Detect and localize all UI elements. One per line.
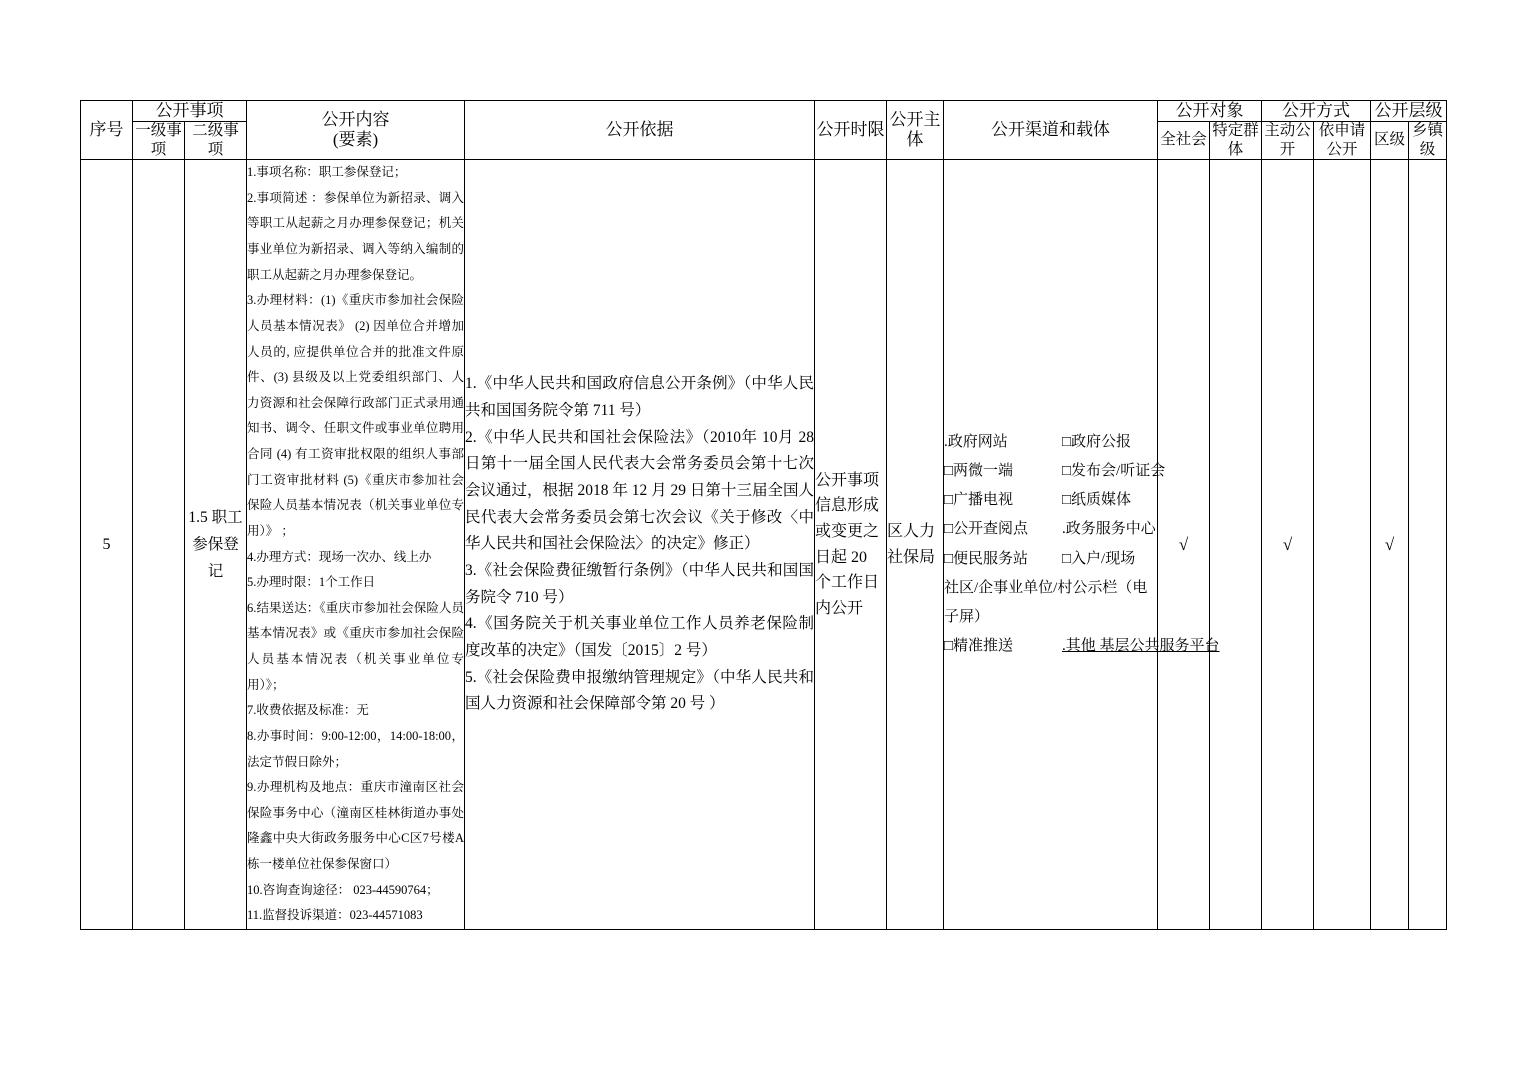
header-object-specific: 特定群体 — [1210, 122, 1262, 160]
channel-row — [944, 457, 1166, 486]
cell-level-district: √ — [1371, 160, 1409, 930]
channel-row — [944, 428, 1157, 457]
channel-row — [944, 486, 1157, 515]
cell-object-specific — [1210, 160, 1262, 930]
cell-method-request — [1314, 160, 1371, 930]
content-line: 11.监督投诉渠道：023-44571083 — [247, 908, 423, 923]
header-level1: 一级事项 — [133, 122, 185, 160]
header-method-group: 公开方式 — [1262, 101, 1371, 122]
content-line: 4.办理方式：现场一次办、线上办 — [247, 549, 432, 564]
cell-seq: 5 — [81, 160, 133, 930]
header-object-group: 公开对象 — [1158, 101, 1262, 122]
channel-option: □公开查阅点 — [944, 521, 1029, 538]
content-line: 5.办理时限：1个工作日 — [247, 575, 376, 590]
cell-level-town — [1409, 160, 1447, 930]
channel-option: □入户/现场 — [1062, 550, 1136, 567]
channel-option: □精准推送 — [944, 638, 1014, 655]
header-subject: 公开主体 — [887, 101, 944, 160]
header-method-request: 依申请公开 — [1314, 122, 1371, 160]
cell-channel — [944, 160, 1220, 930]
channel-row — [944, 515, 1157, 544]
channel-option: 社区/企事业单位/村公示栏（电子屏） — [944, 579, 1148, 626]
header-seq: 序号 — [81, 101, 133, 160]
channel-row — [944, 574, 1157, 633]
header-method-active: 主动公开 — [1262, 122, 1314, 160]
header-open-item-group: 公开事项 — [133, 101, 247, 122]
channel-option: □广播电视 — [944, 492, 1014, 509]
channel-row — [944, 545, 1157, 574]
header-content-main: 公开内容 — [321, 110, 390, 130]
cell-level2: 1.5 职工参保登记 — [185, 160, 247, 930]
basis-line: 2.《中华人民共和国社会保险法》（2010年 10月 28 日第十一届全国人民代表大会常务委员会第十七次会议通过，根据 2018 年 12 月 29 日第十三届全国人民代表大会常务委员会第七次会议《关于修改〈中华人民共和国社会保险法〉的决定》修正） — [465, 428, 814, 553]
header-level-town: 乡镇级 — [1409, 122, 1447, 160]
channel-option: □纸质媒体 — [1062, 492, 1132, 509]
cell-level1 — [133, 160, 185, 930]
cell-content — [247, 160, 465, 930]
content-line: 9.办理机构及地点：重庆市潼南区社会保险事务中心（潼南区桂林街道办事处隆鑫中央大街政务服务中心C区7号楼A栋一楼单位社保参保窗口） — [247, 780, 464, 872]
header-level-group: 公开层级 — [1371, 101, 1447, 122]
content-line: 7.收费依据及标准：无 — [247, 703, 369, 718]
cell-basis — [465, 160, 815, 930]
channel-option: .政府网站 — [944, 433, 1008, 450]
document-page — [80, 100, 1443, 930]
table-row — [81, 160, 1447, 930]
header-deadline: 公开时限 — [815, 101, 887, 160]
content-line: 10.咨询查询途径： 023-44590764； — [247, 882, 439, 897]
basis-line: 1.《中华人民共和国政府信息公开条例》（中华人民共和国国务院令第 711 号） — [465, 375, 814, 419]
channel-option: .政务服务中心 — [1062, 521, 1156, 538]
cell-subject: 区人力社保局 — [887, 160, 944, 930]
channel-option-other: .其他 基层公共服务平台 — [1062, 638, 1220, 655]
header-channel: 公开渠道和载体 — [944, 101, 1158, 160]
table-header-row-1 — [81, 101, 1447, 122]
basis-line: 5.《社会保险费申报缴纳管理规定》（中华人民共和国人力资源和社会保障部令第 20 号 ） — [465, 668, 814, 713]
basis-line: 4.《国务院关于机关事业单位工作人员养老保险制度改革的决定》（国发〔2015〕2 号） — [465, 615, 814, 659]
header-content-sub: (要素) — [332, 130, 379, 150]
cell-method-active: √ — [1262, 160, 1314, 930]
content-line: 2.事项简述 ：参保单位为新招录、调入等职工从起薪之月办理参保登记；机关事业单位为新招录、调入等纳入编制的职工从起薪之月办理参保登记。 — [247, 190, 464, 282]
content-line: 3.办理材料：(1)《重庆市参加社会保险人员基本情况表》 (2) 因单位合并增加人员的, 应提供单位合并的批准文件原件、(3) 县级及以上党委组织部门、人力资源和社会保障行政部门正式录用通知书、调令、任职文件或事业单位聘用合同 (4) 有工资审批权限的组织人事部门工资审批材料 (5)《重庆市参加社会保险人员基本情况表（机关事业单位专用）》 ； — [247, 293, 464, 538]
channel-option: □政府公报 — [1062, 433, 1132, 450]
channel-option: □便民服务站 — [944, 550, 1029, 567]
header-object-all: 全社会 — [1158, 122, 1210, 160]
basis-line: 3.《社会保险费征缴暂行条例》（中华人民共和国国务院令 710 号） — [465, 561, 814, 606]
cell-object-all: √ — [1158, 160, 1210, 930]
header-level-district: 区级 — [1371, 122, 1409, 160]
content-line: 8.办事时间：9:00-12:00，14:00-18:00，法定节假日除外； — [247, 728, 464, 769]
channel-option: □发布会/听证会 — [1062, 462, 1166, 479]
content-line: 6.结果送达：《重庆市参加社会保险人员基本情况表》或《重庆市参加社会保险人员基本情况表（机关事业单位专用）》； — [247, 600, 464, 692]
disclosure-table — [80, 100, 1447, 930]
cell-deadline: 公开事项信息形成或变更之日起 20 个工作日内公开 — [815, 160, 887, 930]
channel-row — [944, 632, 1220, 661]
header-content — [247, 101, 465, 160]
header-level2: 二级事项 — [185, 122, 247, 160]
content-line: 1.事项名称：职工参保登记； — [247, 165, 407, 180]
channel-option: □两微一端 — [944, 462, 1014, 479]
header-basis: 公开依据 — [465, 101, 815, 160]
